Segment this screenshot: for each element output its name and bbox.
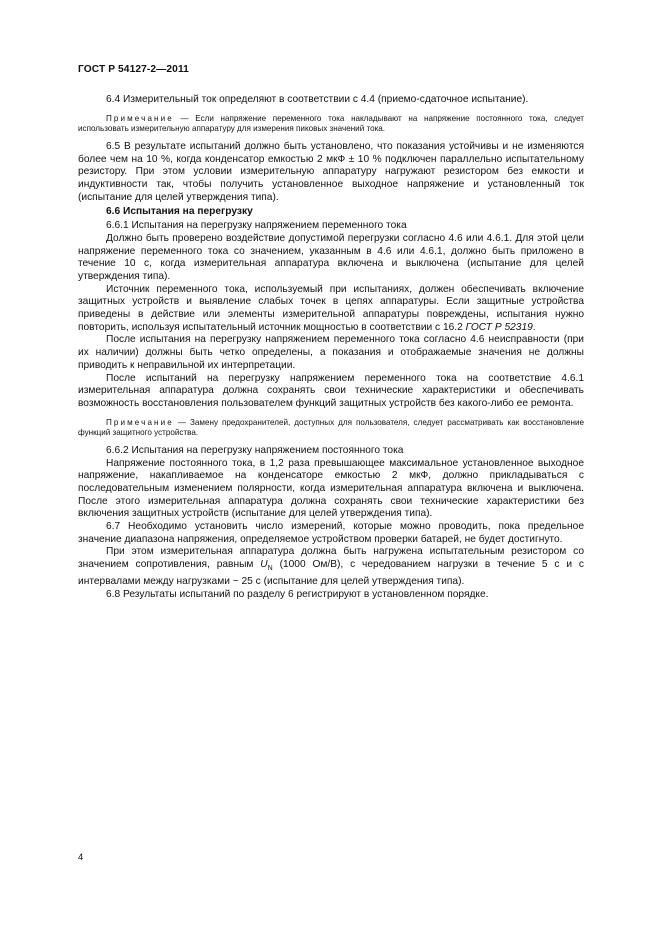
paragraph-6-6-2-a: Напряжение постоянного тока, в 1,2 раза превышающее максимальное установленное выходное напряжение, накапливаемое на конденсаторе емкостью 2 мкФ, должно прикладываться с последовательным изменением полярности, когда измерительная аппаратура включена и выключена. После этого измерительная аппаратура должна сохранять свои технические характеристики без включения защитных устройств (испытание для целей утверждения типа). [78, 457, 584, 520]
note-text: — Если напряжение переменного тока накладывают на напряжение постоянного тока, следует использовать измерительную аппаратуру для измерения пиковых значений тока. [78, 113, 585, 134]
paragraph-6-6-1-b: Источник переменного тока, используемый при испытаниях, должен обеспечивать включение защитных устройств и выявление слабых точек в цепях аппаратуры. Если защитные устройства приведены в действие или элементы измерительной аппаратуры повреждены, испытания нужно повторить, используя испытательный источник мощностью в соответствии с 16.2 ГОСТ Р 52319. [78, 283, 584, 333]
note-label: Примечание [106, 417, 174, 427]
note-1 [78, 114, 584, 135]
note-label: Примечание [106, 113, 174, 123]
symbol-u: U [260, 559, 268, 571]
page-number: 4 [78, 852, 84, 863]
symbol-subscript: N [267, 565, 273, 573]
paragraph-6-4: 6.4 Измерительный ток определяют в соответствии с 4.4 (приемо-сдаточное испытание). [106, 94, 529, 105]
paragraph-6-6-1-d: После испытаний на перегрузку напряжением переменного тока на соответствие 4.6.1 измерительная аппаратура должна сохранять свои технические характеристики и обеспечивать возможность восстановления пользователем функций защитных устройств без какого-либо ее ремонта. [78, 372, 584, 409]
document-body [78, 94, 584, 601]
paragraph-6-6-1-c: После испытания на перегрузку напряжением переменного тока согласно 4.6 неисправности (при их наличии) должны быть четко определены, а показания и отображаемые значения не должны приводить к неправильной их интерпретации. [78, 334, 584, 371]
paragraph-6-8: 6.8 Результаты испытаний по разделу 6 регистрируют в установленном порядке. [106, 588, 489, 600]
document-header: ГОСТ Р 54127-2—2011 [78, 64, 189, 75]
paragraph-6-7-a: При этом измерительная аппаратура должна быть нагружена испытательным резистором со значением сопротивления, равным $U_N$ (1000 Ом/В), с чередованием нагрузки в течение 5 с и с интервалами между нагрузками ~ 25 с (испытание для целей утверждения типа). [78, 546, 584, 587]
paragraph-6-7: 6.7 Необходимо установить число измерений, которые можно проводить, пока предельное значение диапазона напряжения, определяемое устройством проверки батарей, не будет достигнуто. [78, 521, 584, 545]
note-2 [78, 418, 584, 439]
standard-reference: ГОСТ Р 52319 [465, 321, 533, 333]
section-heading-6-6: 6.6 Испытания на перегрузку [106, 206, 253, 218]
paragraph-6-6-1-a: Должно быть проверено воздействие допустимой перегрузки согласно 4.6 или 4.6.1. Для этой цели напряжение переменного тока со значением, указанным в 4.6 или 4.6.1, должно быть приложено в течение 10 с, когда измерительная аппаратура включена и выключена (испытание для целей утверждения типа). [78, 232, 584, 282]
subsection-6-6-1: 6.6.1 Испытания на перегрузку напряжением переменного тока [106, 220, 407, 232]
subsection-6-6-2: 6.6.2 Испытания на перегрузку напряжением постоянного тока [106, 444, 404, 456]
note-text: — Замену предохранителей, доступных для пользователя, следует рассматривать как восстановление функций защитного устройства. [78, 417, 585, 438]
paragraph-6-5: 6.5 В результате испытаний должно быть установлено, что показания устойчивы и не изменяются более чем на 10 %, когда конденсатор емкостью 2 мкФ ± 10 % подключен параллельно испытательному резистору. При этом условии измерительную аппаратуру нагружают резистором без емкости и индуктивности так, чтобы получить установленное выходное напряжение и установленный ток (испытание для целей утверждения типа). [78, 140, 584, 203]
